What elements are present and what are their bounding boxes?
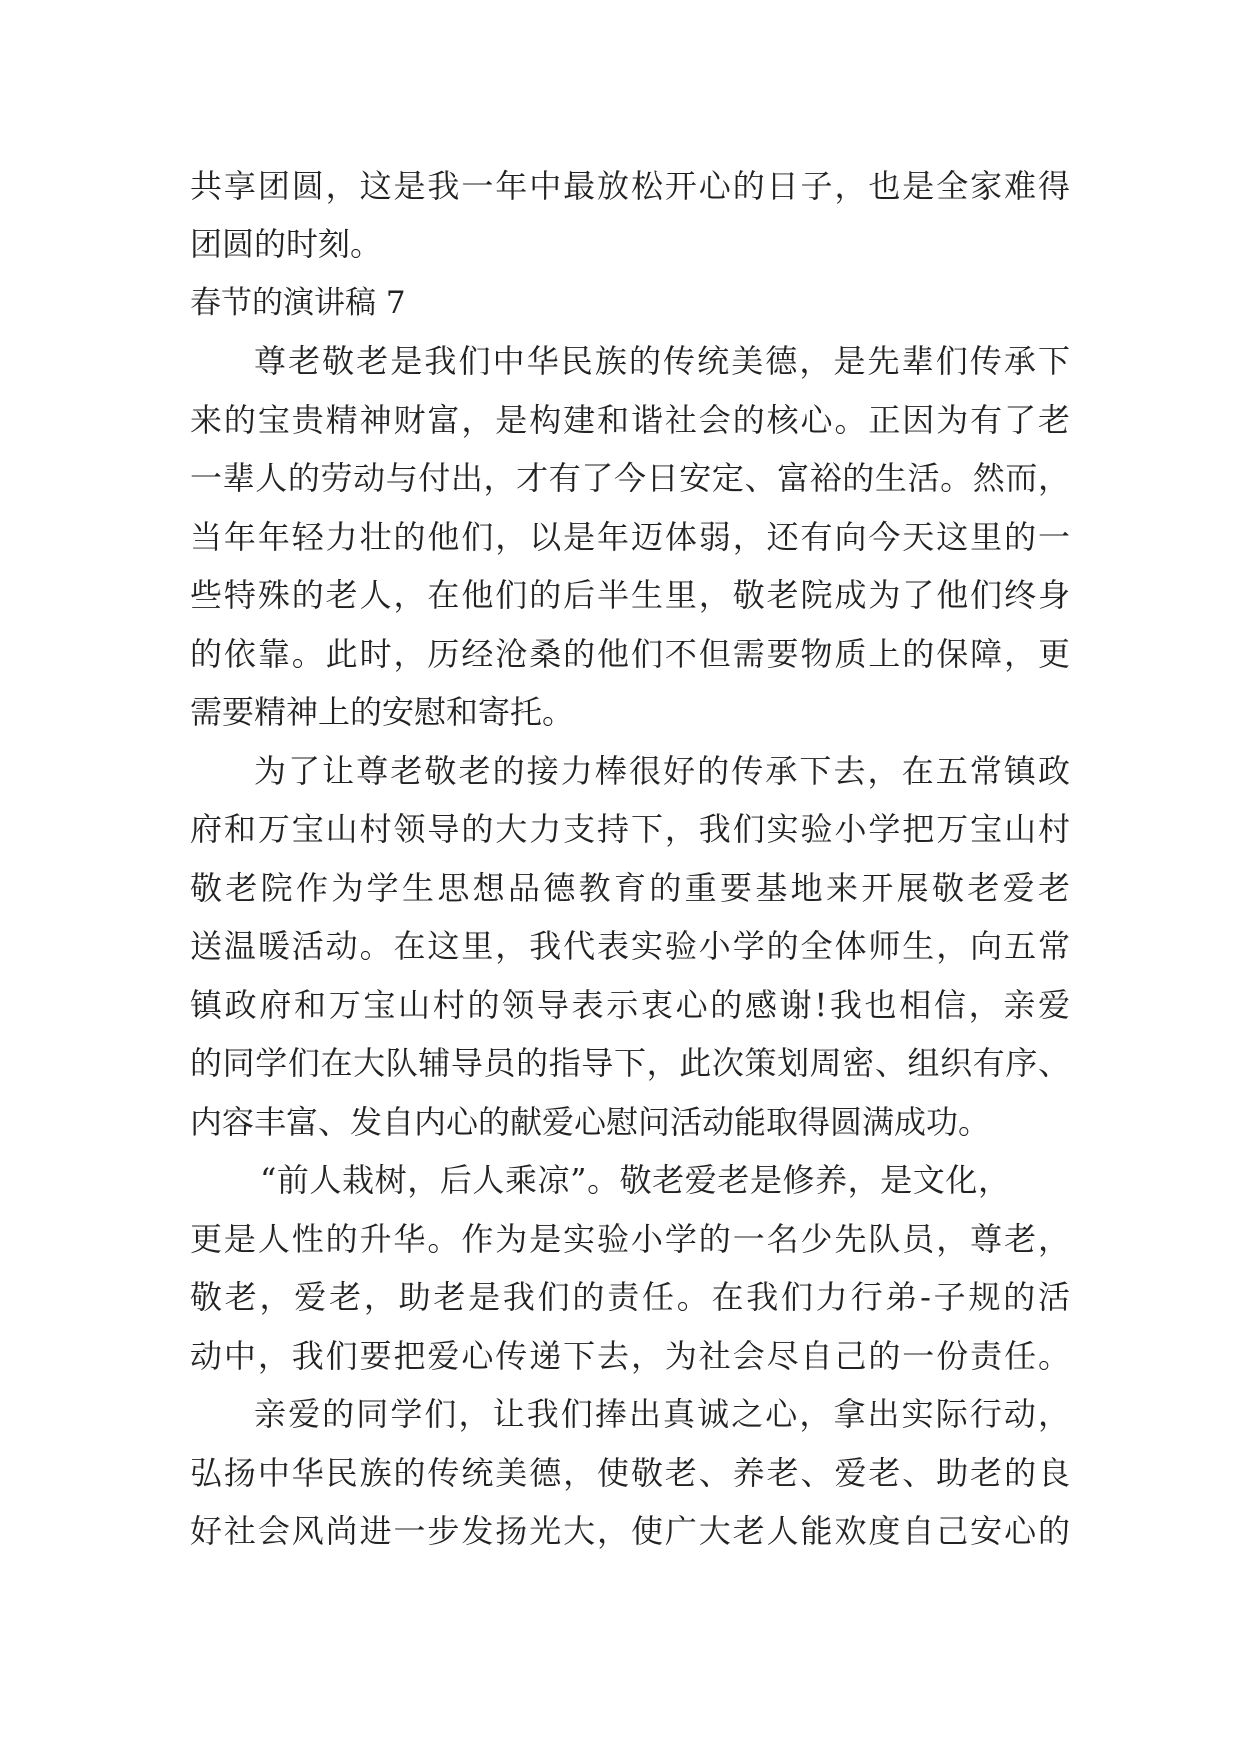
text-line: 需要精神上的安慰和寄托。 <box>190 693 575 731</box>
section-heading: 春节的演讲稿 7 <box>190 285 406 321</box>
text-line: 的同学们在大队辅导员的指导下，此次策划周密、组织有序、 <box>190 1044 1070 1082</box>
text-line: 弘扬中华民族的传统美德，使敬老、养老、爱老、助老的良 <box>190 1454 1070 1492</box>
text-line: 敬老院作为学生思想品德教育的重要基地来开展敬老爱老 <box>190 869 1070 907</box>
text-line: 当年年轻力壮的他们，以是年迈体弱，还有向今天这里的一 <box>190 518 1070 556</box>
text-line: “前人栽树，后人乘凉”。敬老爱老是修养，是文化， <box>260 1161 1010 1199</box>
text-line: 敬老，爱老，助老是我们的责任。在我们力行弟-子规的活 <box>190 1278 1070 1316</box>
text-line: 的依靠。此时，历经沧桑的他们不但需要物质上的保障，更 <box>190 635 1070 673</box>
text-line: 为了让尊老敬老的接力棒很好的传承下去，在五常镇政 <box>254 752 1070 790</box>
text-line: 些特殊的老人，在他们的后半生里，敬老院成为了他们终身 <box>190 576 1070 614</box>
text-line: 尊老敬老是我们中华民族的传统美德，是先辈们传承下 <box>254 342 1070 380</box>
text-line: 动中，我们要把爱心传递下去，为社会尽自己的一份责任。 <box>190 1337 1070 1375</box>
text-line: 好社会风尚进一步发扬光大，使广大老人能欢度自己安心的 <box>190 1512 1070 1550</box>
text-line: 共享团圆，这是我一年中最放松开心的日子，也是全家难得 <box>190 167 1070 205</box>
text-line: 一辈人的劳动与付出，才有了今日安定、富裕的生活。然而， <box>190 459 1070 497</box>
text-line: 府和万宝山村领导的大力支持下，我们实验小学把万宝山村 <box>190 810 1070 848</box>
text-line: 团圆的时刻。 <box>190 225 383 263</box>
text-line: 更是人性的升华。作为是实验小学的一名少先队员，尊老， <box>190 1220 1070 1258</box>
text-line: 送温暖活动。在这里，我代表实验小学的全体师生，向五常 <box>190 927 1070 965</box>
text-line: 来的宝贵精神财富，是构建和谐社会的核心。正因为有了老 <box>190 401 1070 439</box>
text-line: 亲爱的同学们，让我们捧出真诚之心，拿出实际行动， <box>254 1395 1070 1433</box>
text-line: 镇政府和万宝山村的领导表示衷心的感谢!我也相信，亲爱 <box>190 986 1070 1024</box>
text-line: 内容丰富、发自内心的献爱心慰问活动能取得圆满成功。 <box>190 1103 991 1141</box>
